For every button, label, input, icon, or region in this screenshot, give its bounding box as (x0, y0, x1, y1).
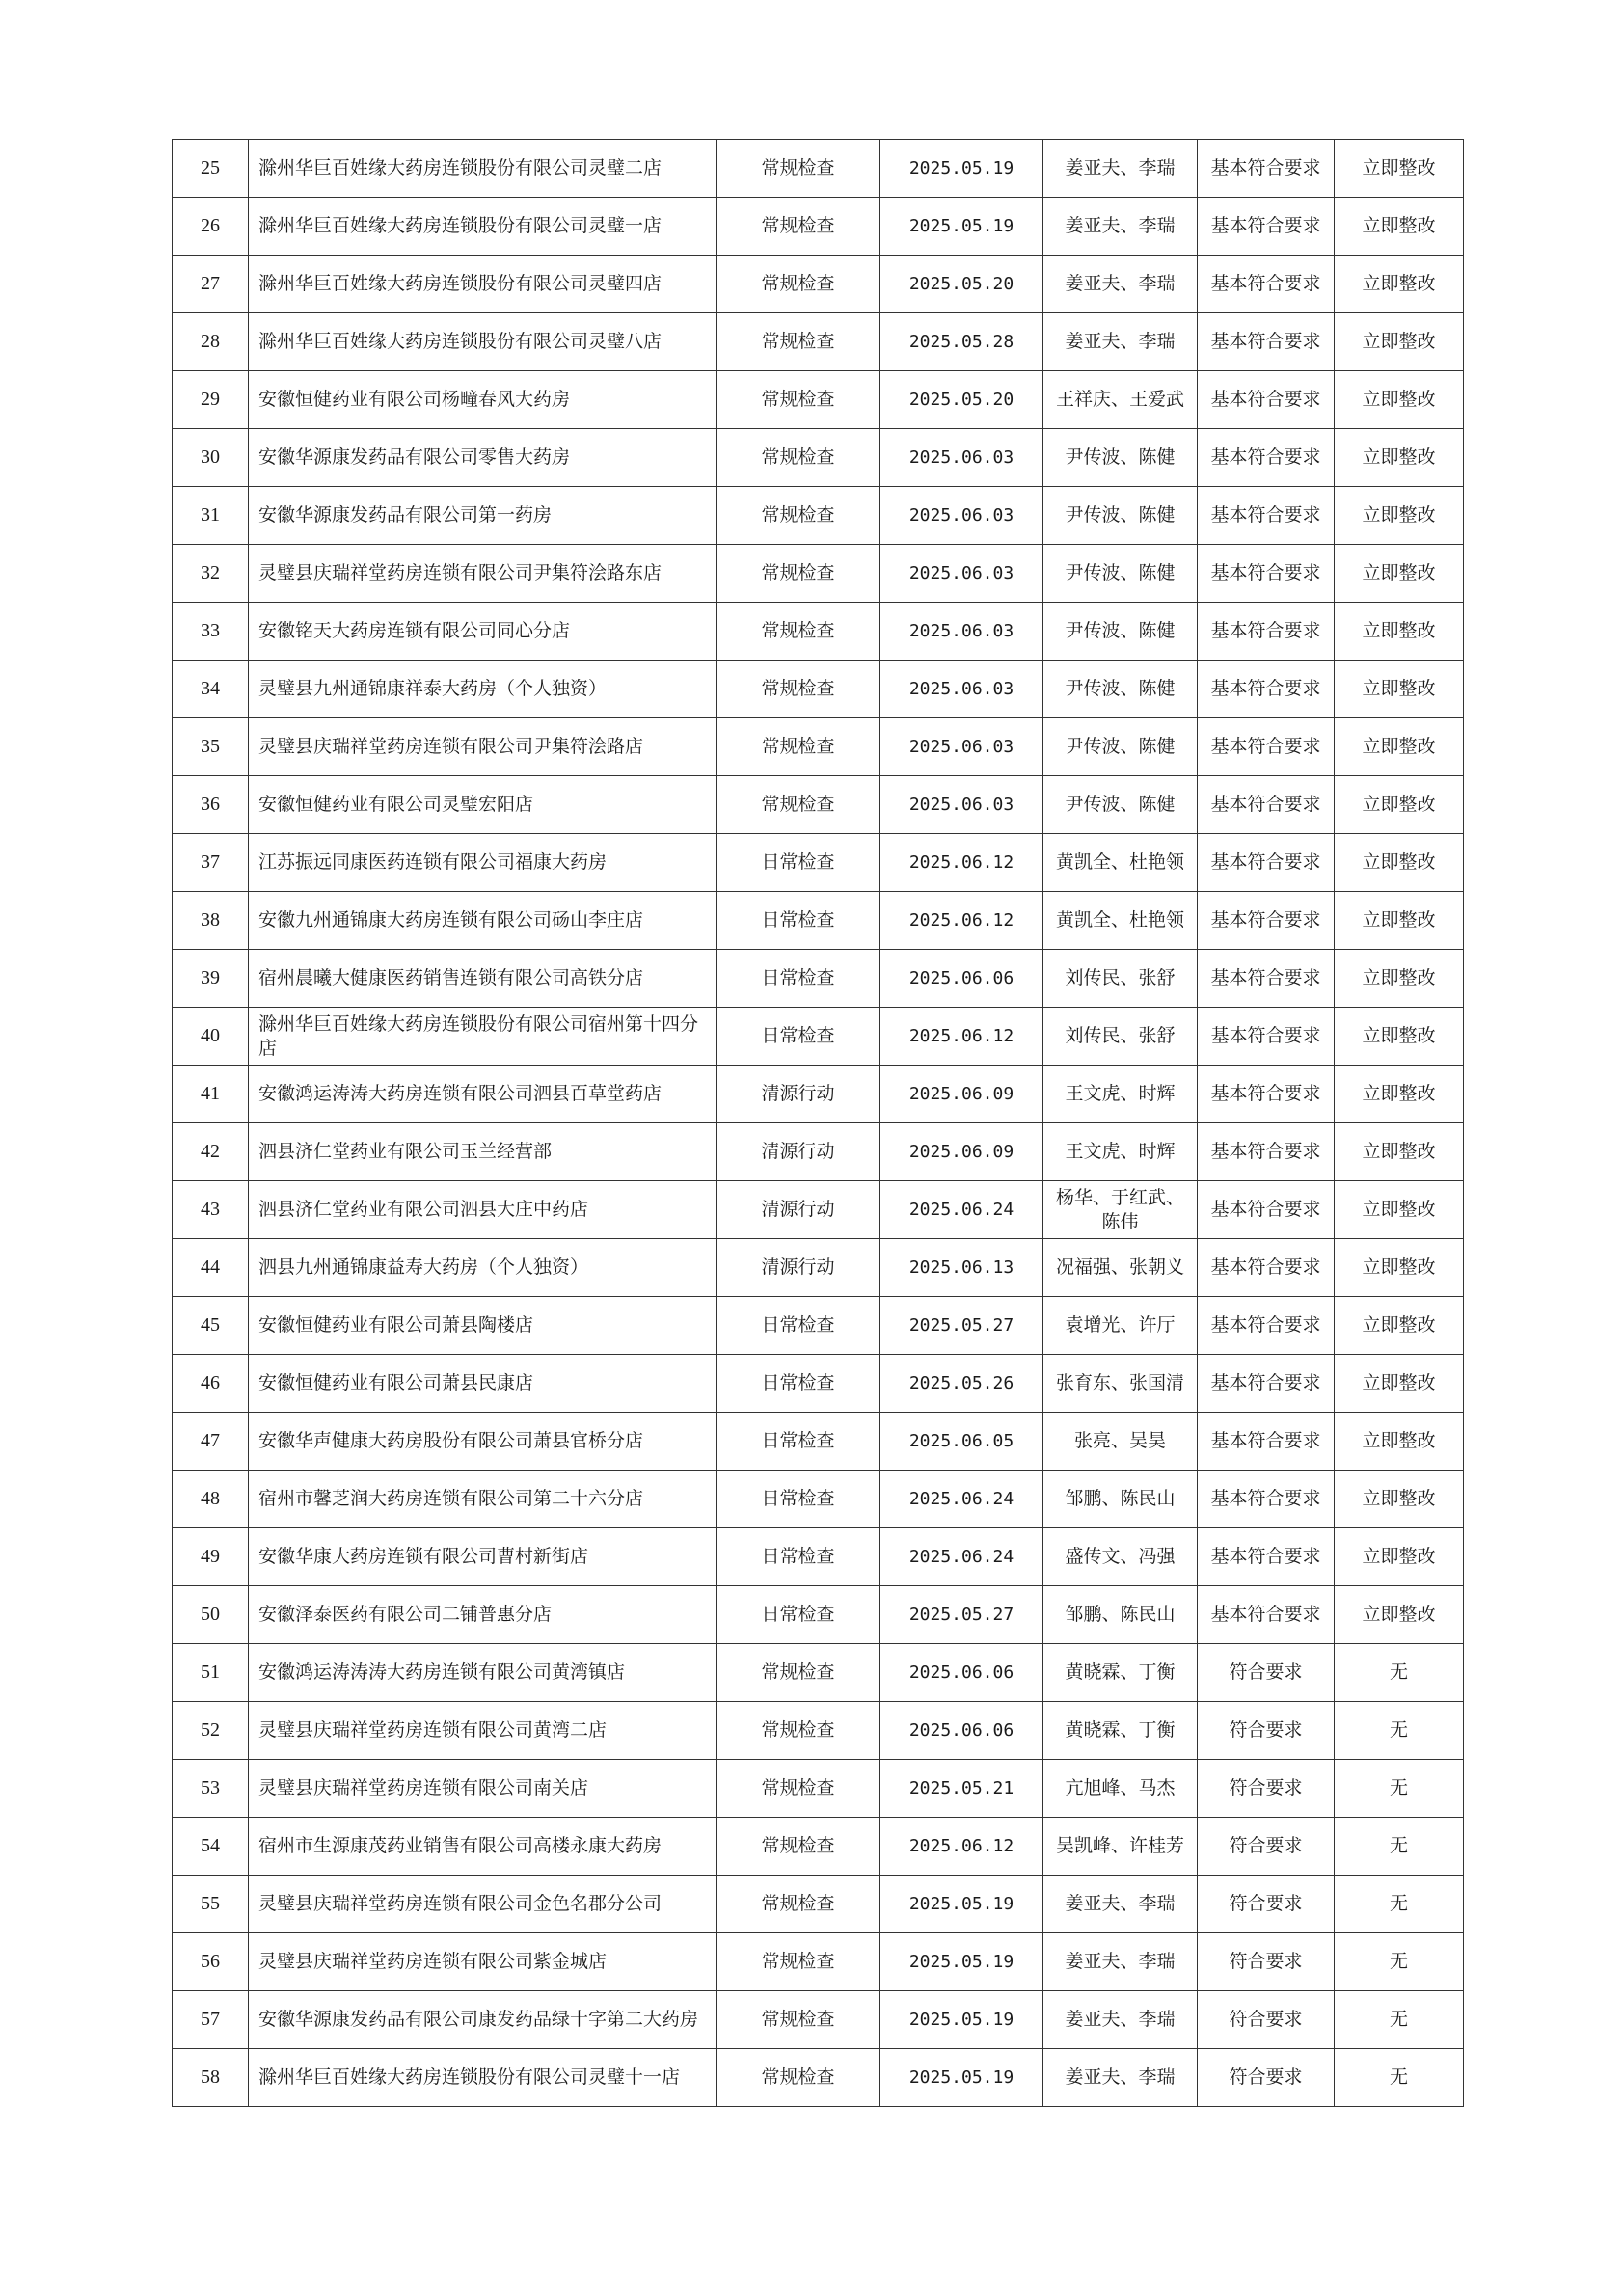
pharmacy-name-cell: 江苏振远同康医药连锁有限公司福康大药房 (249, 834, 717, 892)
follow-up-action-cell: 无 (1335, 2049, 1464, 2107)
table-row (173, 1933, 1464, 1991)
pharmacy-name-cell: 灵璧县九州通锦康祥泰大药房（个人独资） (249, 661, 717, 718)
inspection-result-cell: 基本符合要求 (1198, 892, 1335, 950)
table-row (173, 1123, 1464, 1181)
inspection-result-cell: 基本符合要求 (1198, 1355, 1335, 1413)
row-number-cell: 35 (173, 718, 249, 776)
inspection-date-cell: 2025.05.19 (880, 1991, 1043, 2049)
inspection-type-cell: 常规检查 (717, 2049, 880, 2107)
inspectors-cell: 姜亚夫、李瑞 (1043, 1933, 1198, 1991)
row-number-cell: 44 (173, 1239, 249, 1297)
pharmacy-name-cell: 灵璧县庆瑞祥堂药房连锁有限公司紫金城店 (249, 1933, 717, 1991)
inspection-result-cell: 基本符合要求 (1198, 1471, 1335, 1528)
follow-up-action-cell: 立即整改 (1335, 718, 1464, 776)
inspection-date-cell: 2025.06.03 (880, 661, 1043, 718)
inspection-date-cell: 2025.06.12 (880, 834, 1043, 892)
inspectors-cell: 黄凯全、杜艳领 (1043, 834, 1198, 892)
inspection-date-cell: 2025.05.19 (880, 1933, 1043, 1991)
inspection-date-cell: 2025.06.24 (880, 1528, 1043, 1586)
inspectors-cell: 黄晓霖、丁衡 (1043, 1702, 1198, 1760)
inspection-date-cell: 2025.06.06 (880, 1644, 1043, 1702)
inspection-date-cell: 2025.06.12 (880, 1818, 1043, 1876)
inspection-date-cell: 2025.06.06 (880, 950, 1043, 1008)
inspection-result-cell: 基本符合要求 (1198, 1066, 1335, 1123)
inspection-date-cell: 2025.06.03 (880, 603, 1043, 661)
inspection-type-cell: 常规检查 (717, 371, 880, 429)
pharmacy-name-cell: 宿州晨曦大健康医药销售连锁有限公司高铁分店 (249, 950, 717, 1008)
follow-up-action-cell: 立即整改 (1335, 313, 1464, 371)
inspection-date-cell: 2025.06.03 (880, 718, 1043, 776)
row-number-cell: 31 (173, 487, 249, 545)
inspection-type-cell: 常规检查 (717, 1933, 880, 1991)
table-row (173, 834, 1464, 892)
table-row (173, 1355, 1464, 1413)
inspection-date-cell: 2025.05.20 (880, 371, 1043, 429)
row-number-cell: 46 (173, 1355, 249, 1413)
inspection-result-cell: 基本符合要求 (1198, 487, 1335, 545)
inspection-result-cell: 基本符合要求 (1198, 661, 1335, 718)
inspectors-cell: 盛传文、冯强 (1043, 1528, 1198, 1586)
row-number-cell: 27 (173, 256, 249, 313)
pharmacy-name-cell: 安徽华源康发药品有限公司第一药房 (249, 487, 717, 545)
table-row (173, 256, 1464, 313)
inspection-result-cell: 符合要求 (1198, 2049, 1335, 2107)
inspection-type-cell: 常规检查 (717, 140, 880, 198)
inspectors-cell: 姜亚夫、李瑞 (1043, 198, 1198, 256)
inspection-date-cell: 2025.05.21 (880, 1760, 1043, 1818)
inspectors-cell: 杨华、于红武、陈伟 (1043, 1181, 1198, 1239)
inspection-type-cell: 日常检查 (717, 1471, 880, 1528)
inspection-date-cell: 2025.05.27 (880, 1297, 1043, 1355)
pharmacy-name-cell: 安徽恒健药业有限公司萧县陶楼店 (249, 1297, 717, 1355)
inspection-type-cell: 常规检查 (717, 198, 880, 256)
inspection-result-cell: 符合要求 (1198, 1933, 1335, 1991)
inspection-type-cell: 日常检查 (717, 892, 880, 950)
follow-up-action-cell: 立即整改 (1335, 545, 1464, 603)
table-row (173, 1413, 1464, 1471)
inspection-type-cell: 常规检查 (717, 487, 880, 545)
pharmacy-name-cell: 泗县济仁堂药业有限公司玉兰经营部 (249, 1123, 717, 1181)
follow-up-action-cell: 立即整改 (1335, 256, 1464, 313)
inspection-result-cell: 基本符合要求 (1198, 1008, 1335, 1066)
follow-up-action-cell: 立即整改 (1335, 429, 1464, 487)
follow-up-action-cell: 无 (1335, 1818, 1464, 1876)
inspection-type-cell: 常规检查 (717, 1818, 880, 1876)
inspection-date-cell: 2025.06.03 (880, 487, 1043, 545)
inspection-date-cell: 2025.06.03 (880, 776, 1043, 834)
row-number-cell: 39 (173, 950, 249, 1008)
inspection-result-cell: 符合要求 (1198, 1702, 1335, 1760)
inspection-type-cell: 日常检查 (717, 1008, 880, 1066)
table-row (173, 661, 1464, 718)
pharmacy-name-cell: 安徽铭天大药房连锁有限公司同心分店 (249, 603, 717, 661)
follow-up-action-cell: 立即整改 (1335, 140, 1464, 198)
inspection-type-cell: 常规检查 (717, 545, 880, 603)
follow-up-action-cell: 无 (1335, 1702, 1464, 1760)
table-row (173, 1818, 1464, 1876)
inspection-date-cell: 2025.06.12 (880, 892, 1043, 950)
pharmacy-name-cell: 安徽华源康发药品有限公司零售大药房 (249, 429, 717, 487)
inspection-type-cell: 清源行动 (717, 1181, 880, 1239)
inspection-date-cell: 2025.05.20 (880, 256, 1043, 313)
inspection-date-cell: 2025.06.03 (880, 429, 1043, 487)
inspection-date-cell: 2025.06.05 (880, 1413, 1043, 1471)
follow-up-action-cell: 立即整改 (1335, 1586, 1464, 1644)
inspection-result-cell: 基本符合要求 (1198, 603, 1335, 661)
inspection-type-cell: 清源行动 (717, 1066, 880, 1123)
inspectors-cell: 尹传波、陈健 (1043, 487, 1198, 545)
inspectors-cell: 尹传波、陈健 (1043, 603, 1198, 661)
inspectors-cell: 王祥庆、王爱武 (1043, 371, 1198, 429)
follow-up-action-cell: 立即整改 (1335, 1355, 1464, 1413)
inspection-result-cell: 符合要求 (1198, 1818, 1335, 1876)
inspectors-cell: 刘传民、张舒 (1043, 1008, 1198, 1066)
inspection-records-body (173, 140, 1464, 2107)
inspectors-cell: 姜亚夫、李瑞 (1043, 1876, 1198, 1933)
row-number-cell: 29 (173, 371, 249, 429)
table-row (173, 1702, 1464, 1760)
inspection-date-cell: 2025.05.27 (880, 1586, 1043, 1644)
pharmacy-name-cell: 滁州华巨百姓缘大药房连锁股份有限公司灵璧一店 (249, 198, 717, 256)
pharmacy-name-cell: 泗县九州通锦康益寿大药房（个人独资） (249, 1239, 717, 1297)
row-number-cell: 41 (173, 1066, 249, 1123)
inspectors-cell: 张亮、吴昊 (1043, 1413, 1198, 1471)
table-row (173, 1008, 1464, 1066)
row-number-cell: 28 (173, 313, 249, 371)
row-number-cell: 52 (173, 1702, 249, 1760)
follow-up-action-cell: 立即整改 (1335, 834, 1464, 892)
inspection-date-cell: 2025.06.24 (880, 1471, 1043, 1528)
inspectors-cell: 姜亚夫、李瑞 (1043, 1991, 1198, 2049)
table-row (173, 892, 1464, 950)
row-number-cell: 32 (173, 545, 249, 603)
pharmacy-name-cell: 安徽泽泰医药有限公司二铺普惠分店 (249, 1586, 717, 1644)
inspection-result-cell: 基本符合要求 (1198, 545, 1335, 603)
inspection-result-cell: 基本符合要求 (1198, 429, 1335, 487)
pharmacy-name-cell: 灵璧县庆瑞祥堂药房连锁有限公司尹集符浍路店 (249, 718, 717, 776)
table-row (173, 429, 1464, 487)
follow-up-action-cell: 立即整改 (1335, 776, 1464, 834)
follow-up-action-cell: 无 (1335, 1876, 1464, 1933)
inspection-date-cell: 2025.06.24 (880, 1181, 1043, 1239)
inspectors-cell: 姜亚夫、李瑞 (1043, 256, 1198, 313)
inspection-type-cell: 常规检查 (717, 603, 880, 661)
pharmacy-name-cell: 滁州华巨百姓缘大药房连锁股份有限公司灵璧四店 (249, 256, 717, 313)
inspection-result-cell: 基本符合要求 (1198, 718, 1335, 776)
table-row (173, 1586, 1464, 1644)
table-row (173, 198, 1464, 256)
inspection-result-cell: 符合要求 (1198, 1991, 1335, 2049)
table-row (173, 1066, 1464, 1123)
inspectors-cell: 张育东、张国清 (1043, 1355, 1198, 1413)
row-number-cell: 56 (173, 1933, 249, 1991)
inspectors-cell: 吴凯峰、许桂芳 (1043, 1818, 1198, 1876)
follow-up-action-cell: 立即整改 (1335, 892, 1464, 950)
inspectors-cell: 尹传波、陈健 (1043, 545, 1198, 603)
inspection-result-cell: 基本符合要求 (1198, 1413, 1335, 1471)
row-number-cell: 25 (173, 140, 249, 198)
follow-up-action-cell: 立即整改 (1335, 1471, 1464, 1528)
table-row (173, 1644, 1464, 1702)
pharmacy-name-cell: 安徽恒健药业有限公司萧县民康店 (249, 1355, 717, 1413)
row-number-cell: 34 (173, 661, 249, 718)
inspection-type-cell: 清源行动 (717, 1239, 880, 1297)
table-row (173, 718, 1464, 776)
follow-up-action-cell: 无 (1335, 1760, 1464, 1818)
inspection-type-cell: 常规检查 (717, 429, 880, 487)
row-number-cell: 37 (173, 834, 249, 892)
inspection-result-cell: 基本符合要求 (1198, 1239, 1335, 1297)
inspectors-cell: 尹传波、陈健 (1043, 661, 1198, 718)
inspectors-cell: 况福强、张朝义 (1043, 1239, 1198, 1297)
inspection-type-cell: 常规检查 (717, 1991, 880, 2049)
table-row (173, 140, 1464, 198)
inspection-type-cell: 清源行动 (717, 1123, 880, 1181)
inspection-result-cell: 基本符合要求 (1198, 140, 1335, 198)
inspection-result-cell: 基本符合要求 (1198, 1528, 1335, 1586)
pharmacy-name-cell: 灵璧县庆瑞祥堂药房连锁有限公司金色名郡分公司 (249, 1876, 717, 1933)
inspection-result-cell: 基本符合要求 (1198, 776, 1335, 834)
table-row (173, 603, 1464, 661)
pharmacy-name-cell: 滁州华巨百姓缘大药房连锁股份有限公司灵璧二店 (249, 140, 717, 198)
pharmacy-name-cell: 安徽华源康发药品有限公司康发药品绿十字第二大药房 (249, 1991, 717, 2049)
inspection-date-cell: 2025.05.19 (880, 2049, 1043, 2107)
table-row (173, 1876, 1464, 1933)
follow-up-action-cell: 立即整改 (1335, 661, 1464, 718)
inspectors-cell: 亢旭峰、马杰 (1043, 1760, 1198, 1818)
inspection-result-cell: 符合要求 (1198, 1876, 1335, 1933)
inspectors-cell: 姜亚夫、李瑞 (1043, 140, 1198, 198)
inspectors-cell: 邹鹏、陈民山 (1043, 1471, 1198, 1528)
row-number-cell: 43 (173, 1181, 249, 1239)
pharmacy-name-cell: 滁州华巨百姓缘大药房连锁股份有限公司宿州第十四分店 (249, 1008, 717, 1066)
row-number-cell: 54 (173, 1818, 249, 1876)
row-number-cell: 53 (173, 1760, 249, 1818)
follow-up-action-cell: 立即整改 (1335, 487, 1464, 545)
inspection-result-cell: 基本符合要求 (1198, 834, 1335, 892)
table-row (173, 1297, 1464, 1355)
follow-up-action-cell: 立即整改 (1335, 1066, 1464, 1123)
pharmacy-name-cell: 灵璧县庆瑞祥堂药房连锁有限公司尹集符浍路东店 (249, 545, 717, 603)
pharmacy-name-cell: 宿州市馨芝润大药房连锁有限公司第二十六分店 (249, 1471, 717, 1528)
table-row (173, 1181, 1464, 1239)
inspection-type-cell: 常规检查 (717, 256, 880, 313)
pharmacy-name-cell: 安徽鸿运涛涛涛大药房连锁有限公司黄湾镇店 (249, 1644, 717, 1702)
pharmacy-name-cell: 安徽恒健药业有限公司灵璧宏阳店 (249, 776, 717, 834)
pharmacy-name-cell: 灵璧县庆瑞祥堂药房连锁有限公司南关店 (249, 1760, 717, 1818)
table-row (173, 1760, 1464, 1818)
pharmacy-name-cell: 安徽华声健康大药房股份有限公司萧县官桥分店 (249, 1413, 717, 1471)
inspectors-cell: 王文虎、时辉 (1043, 1123, 1198, 1181)
inspection-result-cell: 基本符合要求 (1198, 198, 1335, 256)
row-number-cell: 38 (173, 892, 249, 950)
inspection-result-cell: 符合要求 (1198, 1760, 1335, 1818)
pharmacy-name-cell: 泗县济仁堂药业有限公司泗县大庄中药店 (249, 1181, 717, 1239)
table-row (173, 371, 1464, 429)
inspection-type-cell: 常规检查 (717, 1644, 880, 1702)
inspection-result-cell: 基本符合要求 (1198, 1586, 1335, 1644)
inspection-type-cell: 常规检查 (717, 718, 880, 776)
follow-up-action-cell: 立即整改 (1335, 1239, 1464, 1297)
inspection-date-cell: 2025.06.13 (880, 1239, 1043, 1297)
row-number-cell: 58 (173, 2049, 249, 2107)
inspection-type-cell: 常规检查 (717, 661, 880, 718)
inspectors-cell: 刘传民、张舒 (1043, 950, 1198, 1008)
pharmacy-name-cell: 宿州市生源康茂药业销售有限公司高楼永康大药房 (249, 1818, 717, 1876)
row-number-cell: 49 (173, 1528, 249, 1586)
follow-up-action-cell: 无 (1335, 1933, 1464, 1991)
inspection-type-cell: 常规检查 (717, 1702, 880, 1760)
follow-up-action-cell: 立即整改 (1335, 198, 1464, 256)
row-number-cell: 50 (173, 1586, 249, 1644)
follow-up-action-cell: 立即整改 (1335, 1413, 1464, 1471)
inspection-date-cell: 2025.05.19 (880, 198, 1043, 256)
row-number-cell: 51 (173, 1644, 249, 1702)
inspectors-cell: 王文虎、时辉 (1043, 1066, 1198, 1123)
row-number-cell: 36 (173, 776, 249, 834)
inspectors-cell: 尹传波、陈健 (1043, 718, 1198, 776)
inspection-records-table (172, 139, 1464, 2107)
pharmacy-name-cell: 安徽九州通锦康大药房连锁有限公司砀山李庄店 (249, 892, 717, 950)
inspection-date-cell: 2025.05.19 (880, 140, 1043, 198)
inspection-type-cell: 日常检查 (717, 950, 880, 1008)
inspection-result-cell: 基本符合要求 (1198, 1297, 1335, 1355)
inspection-type-cell: 日常检查 (717, 1528, 880, 1586)
inspection-result-cell: 基本符合要求 (1198, 1181, 1335, 1239)
inspectors-cell: 黄晓霖、丁衡 (1043, 1644, 1198, 1702)
pharmacy-name-cell: 安徽恒健药业有限公司杨疃春风大药房 (249, 371, 717, 429)
inspection-date-cell: 2025.05.26 (880, 1355, 1043, 1413)
pharmacy-name-cell: 灵璧县庆瑞祥堂药房连锁有限公司黄湾二店 (249, 1702, 717, 1760)
inspection-result-cell: 基本符合要求 (1198, 371, 1335, 429)
inspection-type-cell: 日常检查 (717, 1586, 880, 1644)
row-number-cell: 42 (173, 1123, 249, 1181)
inspection-type-cell: 日常检查 (717, 834, 880, 892)
row-number-cell: 33 (173, 603, 249, 661)
pharmacy-name-cell: 滁州华巨百姓缘大药房连锁股份有限公司灵璧十一店 (249, 2049, 717, 2107)
table-row (173, 487, 1464, 545)
inspection-date-cell: 2025.06.09 (880, 1123, 1043, 1181)
inspection-result-cell: 基本符合要求 (1198, 950, 1335, 1008)
inspectors-cell: 姜亚夫、李瑞 (1043, 2049, 1198, 2107)
inspection-result-cell: 基本符合要求 (1198, 313, 1335, 371)
inspectors-cell: 姜亚夫、李瑞 (1043, 313, 1198, 371)
inspection-type-cell: 日常检查 (717, 1413, 880, 1471)
follow-up-action-cell: 立即整改 (1335, 603, 1464, 661)
inspectors-cell: 袁增光、许厅 (1043, 1297, 1198, 1355)
follow-up-action-cell: 无 (1335, 1991, 1464, 2049)
inspection-type-cell: 常规检查 (717, 776, 880, 834)
table-row (173, 1239, 1464, 1297)
inspectors-cell: 尹传波、陈健 (1043, 776, 1198, 834)
table-row (173, 950, 1464, 1008)
table-row (173, 776, 1464, 834)
inspection-date-cell: 2025.06.09 (880, 1066, 1043, 1123)
table-row (173, 1991, 1464, 2049)
inspectors-cell: 黄凯全、杜艳领 (1043, 892, 1198, 950)
follow-up-action-cell: 立即整改 (1335, 1181, 1464, 1239)
inspection-type-cell: 常规检查 (717, 313, 880, 371)
table-row (173, 313, 1464, 371)
inspection-type-cell: 日常检查 (717, 1297, 880, 1355)
follow-up-action-cell: 无 (1335, 1644, 1464, 1702)
row-number-cell: 47 (173, 1413, 249, 1471)
inspection-date-cell: 2025.06.12 (880, 1008, 1043, 1066)
inspection-date-cell: 2025.05.28 (880, 313, 1043, 371)
pharmacy-name-cell: 安徽鸿运涛涛大药房连锁有限公司泗县百草堂药店 (249, 1066, 717, 1123)
follow-up-action-cell: 立即整改 (1335, 1297, 1464, 1355)
table-row (173, 2049, 1464, 2107)
inspection-date-cell: 2025.06.03 (880, 545, 1043, 603)
pharmacy-name-cell: 滁州华巨百姓缘大药房连锁股份有限公司灵璧八店 (249, 313, 717, 371)
row-number-cell: 40 (173, 1008, 249, 1066)
row-number-cell: 48 (173, 1471, 249, 1528)
inspectors-cell: 尹传波、陈健 (1043, 429, 1198, 487)
row-number-cell: 30 (173, 429, 249, 487)
follow-up-action-cell: 立即整改 (1335, 950, 1464, 1008)
inspection-result-cell: 基本符合要求 (1198, 256, 1335, 313)
inspection-type-cell: 常规检查 (717, 1876, 880, 1933)
inspectors-cell: 邹鹏、陈民山 (1043, 1586, 1198, 1644)
table-row (173, 1471, 1464, 1528)
inspection-result-cell: 基本符合要求 (1198, 1123, 1335, 1181)
inspection-result-cell: 符合要求 (1198, 1644, 1335, 1702)
table-row (173, 1528, 1464, 1586)
inspection-type-cell: 日常检查 (717, 1355, 880, 1413)
row-number-cell: 57 (173, 1991, 249, 2049)
follow-up-action-cell: 立即整改 (1335, 1008, 1464, 1066)
follow-up-action-cell: 立即整改 (1335, 1123, 1464, 1181)
follow-up-action-cell: 立即整改 (1335, 1528, 1464, 1586)
inspection-date-cell: 2025.06.06 (880, 1702, 1043, 1760)
row-number-cell: 26 (173, 198, 249, 256)
row-number-cell: 45 (173, 1297, 249, 1355)
table-row (173, 545, 1464, 603)
row-number-cell: 55 (173, 1876, 249, 1933)
inspection-type-cell: 常规检查 (717, 1760, 880, 1818)
follow-up-action-cell: 立即整改 (1335, 371, 1464, 429)
inspection-date-cell: 2025.05.19 (880, 1876, 1043, 1933)
pharmacy-name-cell: 安徽华康大药房连锁有限公司曹村新街店 (249, 1528, 717, 1586)
